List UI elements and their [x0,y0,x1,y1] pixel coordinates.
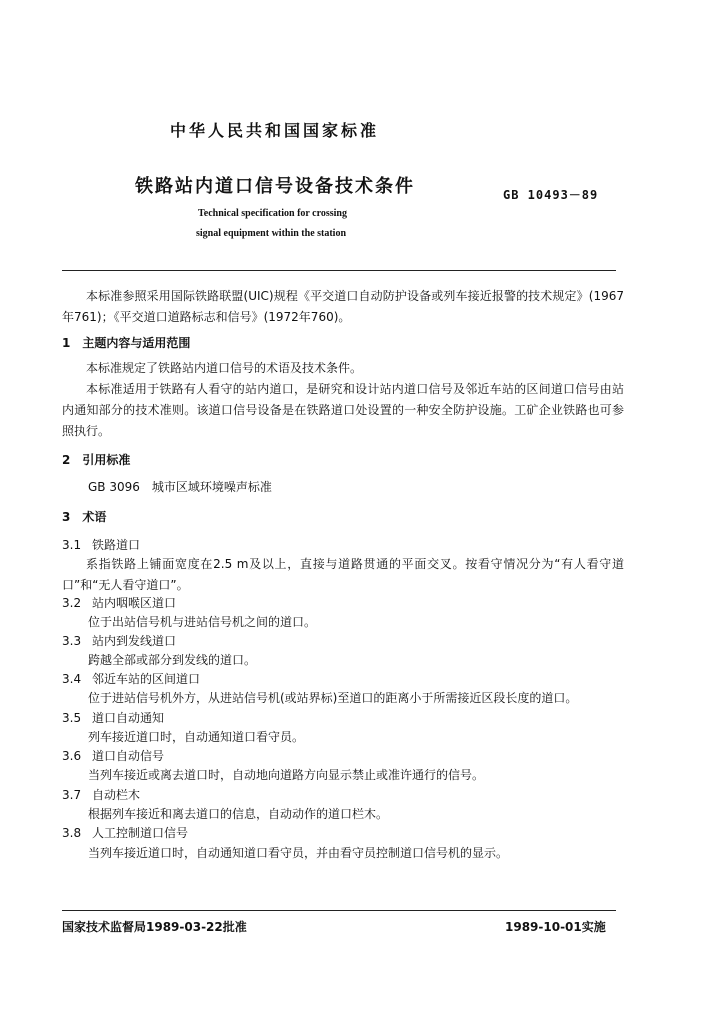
intro-paragraph: 本标准参照采用国际铁路联盟(UIC)规程《平交道口自动防护设备或列车接近报警的技术规定》(1967年761)；《平交道口道路标志和信号》(1972年760)。 [62,289,624,324]
standard-code: GB 10493－89 [503,188,599,202]
term-number: 3.7 [62,788,82,802]
term-definition: 当列车接近或离去道口时，自动地向道路方向显示禁止或准许通行的信号。 [88,768,485,782]
implementation-date: 1989-10-01实施 [505,920,606,934]
referenced-standard: GB 3096 城市区域环境噪声标准 [88,480,272,494]
term-name: 道口自动通知 [92,711,165,725]
english-title-line2: signal equipment within the station [196,228,347,239]
term-name: 铁路道口 [92,538,141,552]
document-title: 铁路站内道口信号设备技术条件 [135,176,415,197]
national-standard-heading: 中华人民共和国国家标准 [170,121,380,140]
term-number: 3.2 [62,596,82,610]
section-1-paragraph-2: 本标准适用于铁路有人看守的站内道口，是研究和设计站内道口信号及邻近车站的区间道口信号由站内通知部分的技术准则。该道口信号设备是在铁路道口处设置的一种安全防护设施。工矿企业铁路也可参照执行。 [62,382,624,438]
english-title-line1: Technical specification for crossing [198,208,347,219]
term-name: 站内咽喉区道口 [92,596,177,610]
footer-divider [62,910,616,911]
term-name: 站内到发线道口 [92,634,177,648]
term-definition: 当列车接近道口时，自动通知道口看守员，并由看守员控制道口信号机的显示。 [88,846,509,860]
term-definition: 系指铁路上铺面宽度在2.5 m及以上，直接与道路贯通的平面交叉。按看守情况分为“有人看守道口”和“无人看守道口”。 [62,557,624,592]
term-name: 人工控制道口信号 [92,826,189,840]
section-2-heading: 2 引用标准 [62,453,131,467]
section-1-heading: 1 主题内容与适用范围 [62,336,191,350]
term-definition: 跨越全部或部分到发线的道口。 [88,653,257,667]
term-definition: 根据列车接近和离去道口的信息，自动动作的道口栏木。 [88,807,389,821]
term-definition: 位于进站信号机外方，从进站信号机(或站界标)至道口的距离小于所需接近区段长度的道口。 [88,691,578,705]
term-definition: 列车接近道口时，自动通知道口看守员。 [88,730,305,744]
section-3-heading: 3 术语 [62,510,107,524]
term-number: 3.8 [62,826,82,840]
section-1-paragraph-1: 本标准规定了铁路站内道口信号的术语及技术条件。 [86,361,363,375]
term-number: 3.4 [62,672,82,686]
term-number: 3.3 [62,634,82,648]
term-name: 道口自动信号 [92,749,165,763]
approval-date: 国家技术监督局1989-03-22批准 [62,920,247,934]
term-number: 3.1 [62,538,82,552]
term-name: 自动栏木 [92,788,141,802]
term-definition: 位于出站信号机与进站信号机之间的道口。 [88,615,317,629]
term-number: 3.6 [62,749,82,763]
header-divider [62,270,616,271]
term-name: 邻近车站的区间道口 [92,672,201,686]
term-number: 3.5 [62,711,82,725]
